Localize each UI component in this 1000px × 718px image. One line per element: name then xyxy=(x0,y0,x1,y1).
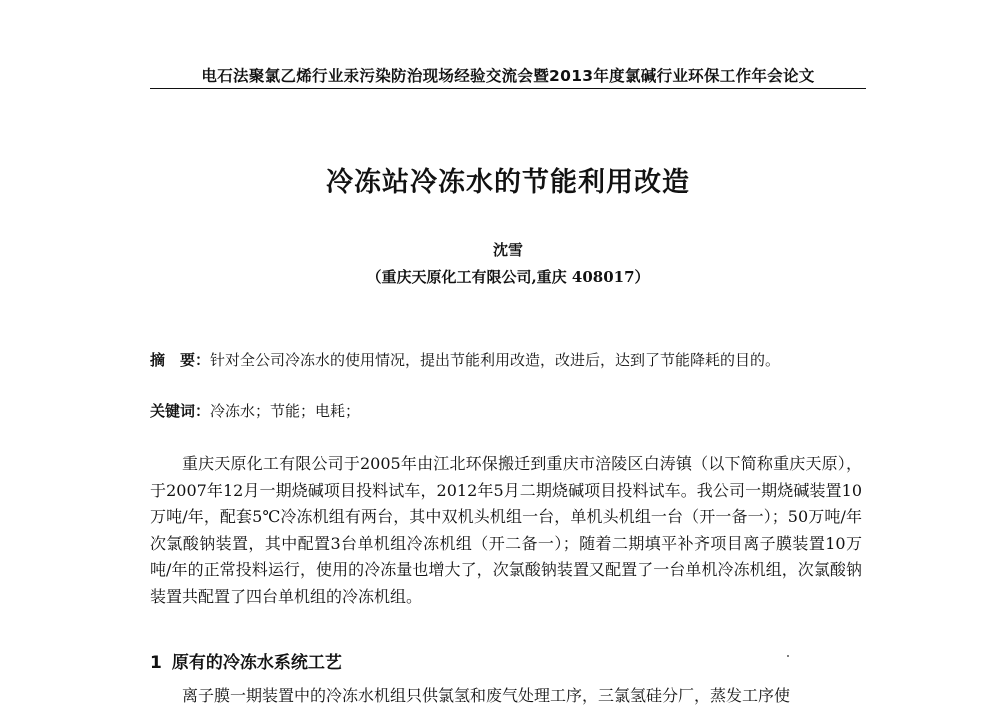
section-1-heading xyxy=(150,648,862,673)
intro-paragraph: 重庆天原化工有限公司于2005年由江北环保搬迁到重庆市涪陵区白涛镇（以下简称重庆天原），于2007年12月一期烧碱项目投料试车，2012年5月二期烧碱项目投料试车。我公司一期烧碱装置10万吨/年，配套5℃冷冻机组有两台，其中双机头机组一台，单机头机组一台（开一备一）；50万吨/年次氯酸钠装置，其中配置3台单机组冷冻机组（开二备一）；随着二期填平补齐项目离子膜装置10万吨/年的正常投料运行，使用的冷冻量也增大了，次氯酸钠装置又配置了一台单机冷冻机组，次氯酸钠装置共配置了四台单机组的冷冻机组。 xyxy=(150,454,862,606)
keywords-text: 冷冻水；节能；电耗； xyxy=(210,402,361,420)
abstract xyxy=(150,348,860,373)
header-rule xyxy=(150,88,866,89)
section-number: 1 xyxy=(150,653,162,673)
keywords xyxy=(150,399,860,424)
author-affiliation: （重庆天原化工有限公司,重庆 408017） xyxy=(366,268,650,286)
abstract-label: 摘 要： xyxy=(150,351,211,369)
section-title: 原有的冷冻水系统工艺 xyxy=(171,653,342,673)
scan-speck xyxy=(787,655,789,657)
section-1-paragraph: 离子膜一期装置中的冷冻水机组只供氯氢和废气处理工序，三氯氢硅分厂，蒸发工序使 xyxy=(182,686,791,705)
author-name: 沈雪 xyxy=(492,241,523,259)
keywords-label: 关键词： xyxy=(150,402,211,420)
abstract-text: 针对全公司冷冻水的使用情况，提出节能利用改造，改进后，达到了节能降耗的目的。 xyxy=(210,351,781,369)
paper-title: 冷冻站冷冻水的节能利用改造 xyxy=(326,167,690,198)
running-header: 电石法聚氯乙烯行业汞污染防治现场经验交流会暨2013年度氯碱行业环保工作年会论文 xyxy=(201,67,815,85)
